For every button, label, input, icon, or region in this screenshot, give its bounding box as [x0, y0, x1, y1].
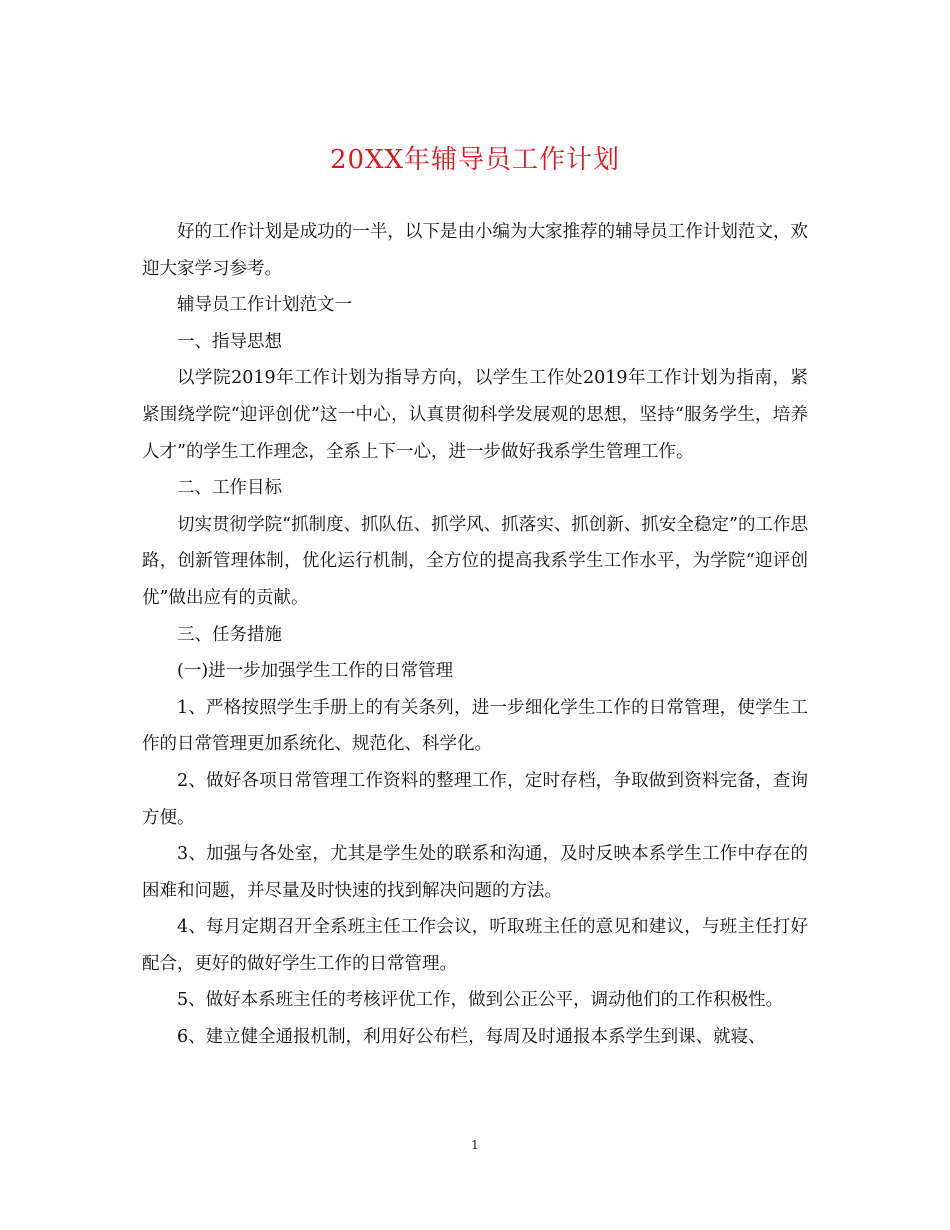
heading-task-measures: 三、任务措施: [177, 624, 282, 645]
list-item-2: 2、做好各项日常管理工作资料的整理工作，定时存档，争取做到资料完备，查询方便。: [142, 770, 808, 828]
list-item-6: 6、建立健全通报机制，利用好公布栏，每周及时通报本系学生到课、就寝、: [177, 1027, 766, 1048]
list-item-4: 4、每月定期召开全系班主任工作会议，听取班主任的意见和建议，与班主任打好配合，更好的做好学生工作的日常管理。: [142, 917, 808, 974]
list-item-3: 3、加强与各处室，尤其是学生处的联系和沟通，及时反映本系学生工作中存在的困难和问题，并尽量及时快速的找到解决问题的方法。: [142, 844, 808, 901]
list-item-1: 1、严格按照学生手册上的有关条列，进一步细化学生工作的日常管理，使学生工作的日常管理更加系统化、规范化、科学化。: [142, 697, 808, 755]
subheading-daily-management: (一)进一步加强学生工作的日常管理: [177, 661, 454, 682]
paragraph-section-heading: 辅导员工作计划范文一: [177, 295, 352, 316]
paragraph-guiding-ideology: 以学院2019年工作计划为指导方向，以学生工作处2019年工作计划为指南，紧紧围绕学院“迎评创优”这一中心，认真贯彻科学发展观的思想，坚持“服务学生，培养人才”的学生工作理念，全系上下一心，进一步做好我系学生管理工作。: [142, 368, 808, 462]
paragraph-work-goals: 切实贯彻学院“抓制度、抓队伍、抓学风、抓落实、抓创新、抓安全稳定”的工作思路，创新管理体制，优化运行机制，全方位的提高我系学生工作水平，为学院“迎评创优”做出应有的贡献。: [142, 514, 808, 608]
list-item-5: 5、做好本系班主任的考核评优工作，做到公正公平，调动他们的工作积极性。: [177, 990, 784, 1011]
page-number: 1: [471, 1138, 479, 1152]
document-body: [142, 214, 808, 1056]
document-title: 20XX年辅导员工作计划: [329, 145, 621, 175]
heading-guiding-ideology: 一、指导思想: [177, 331, 282, 352]
paragraph-intro: 好的工作计划是成功的一半，以下是由小编为大家推荐的辅导员工作计划范文，欢迎大家学习参考。: [142, 222, 808, 279]
heading-work-goals: 二、工作目标: [177, 478, 282, 499]
